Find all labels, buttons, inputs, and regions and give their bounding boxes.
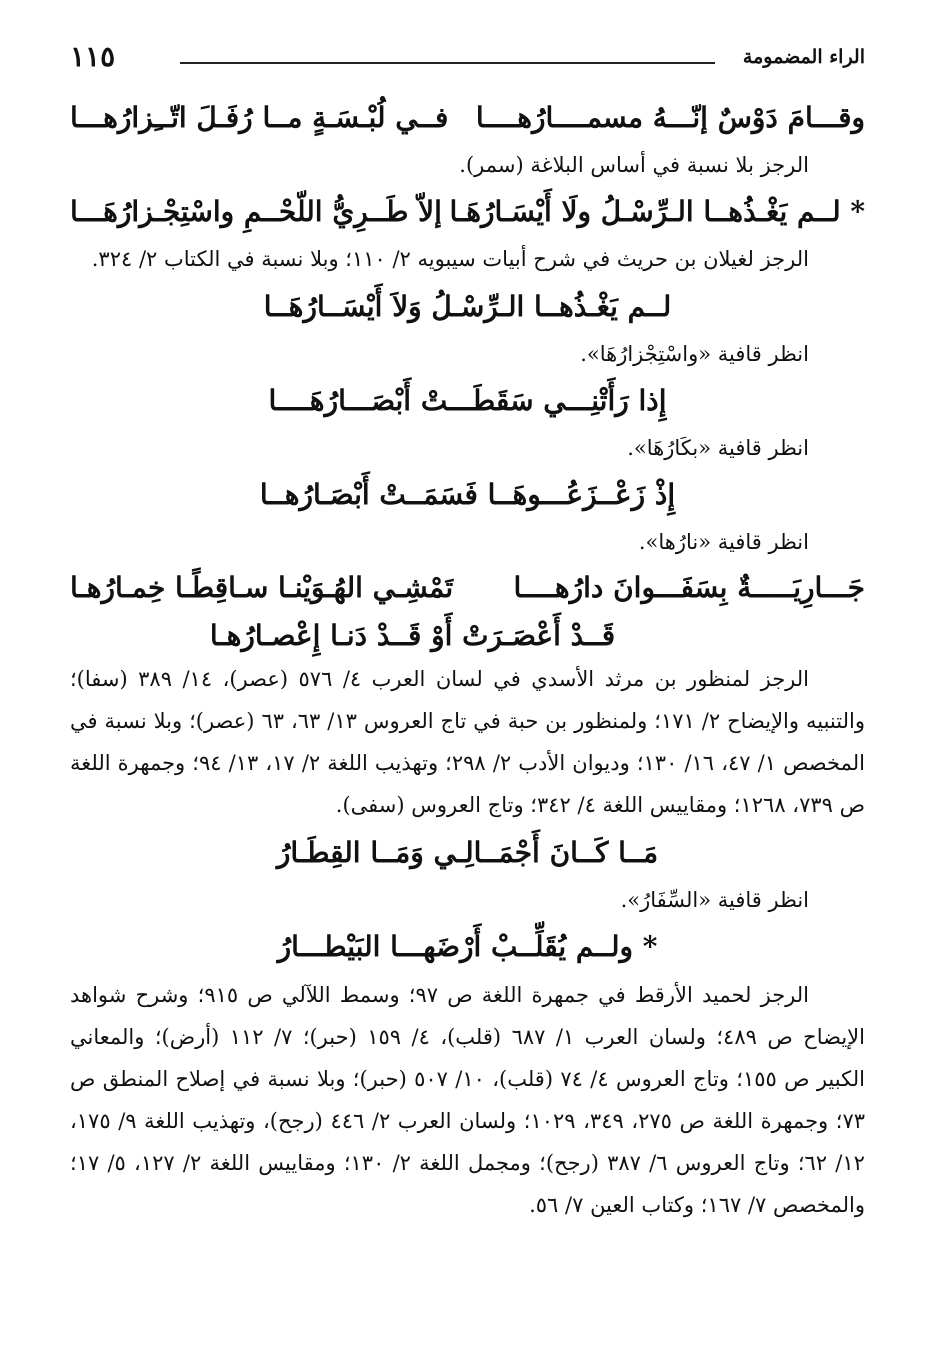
verse-5: إِذْ زَعْــزَعُـــوهَــا فَسَمَــتْ أَبْصَـارُهــا	[259, 478, 676, 511]
page-header	[70, 40, 865, 80]
note-1: الرجز بلا نسبة في أساس البلاغة (سمر).	[459, 153, 809, 177]
verse-4: إِذا رَأَتْنِـــي سَقَطَـــتْ أَبْصَـــارُهَــــا	[268, 384, 667, 417]
note-2: الرجز لغيلان بن حريث في شرح أبيات سيبويه ٢/ ١١٠؛ وبلا نسبة في الكتاب ٢/ ٣٢٤.	[91, 247, 809, 271]
verse-6	[70, 562, 865, 614]
header-rule	[180, 62, 715, 64]
book-page	[70, 30, 865, 1340]
reference-4: انظر قافية «بكَارُهَا».	[627, 436, 809, 460]
verse-7: مَــا كَــانَ أَجْمَــالِـي وَمَــا القِطَـارُ	[276, 836, 659, 869]
note-6: الرجز لمنظور بن مرثد الأسدي في لسان العرب ٤/ ٥٧٦ (عصر)، ١٤/ ٣٨٩ (سفا)؛ والتنبيه والإيضاح ٢/ ١٧١؛ ولمنظور بن حبة في تاج العروس ١٣/ ٦٣، ٦٣ (عصر)؛ وبلا نسبة في المخصص ١/ ٤٧، ١٦/ ١٣٠؛ وديوان الأدب ٢/ ٢٩٨؛ وتهذيب اللغة ٢/ ١٧، ١٣/ ٩٤؛ وجمهرة اللغة ص ٧٣٩، ١٢٦٨؛ ومقاييس اللغة ٤/ ٣٤٢؛ وتاج العروس (سفى).	[70, 667, 865, 817]
page-number: ١١٥	[70, 40, 116, 73]
verse-2	[70, 186, 865, 238]
reference-3: انظر قافية «واسْتِجْزارُهَا».	[580, 342, 809, 366]
page-content	[70, 92, 865, 1226]
verse-1-second-hemistich: فــي لُبْـسَـةٍ مــا رُفَـلَ اتّــِزارُهـــا	[70, 101, 449, 134]
verse-1-first-hemistich: وقـــامَ دَوْسٌ إنّـــهُ مسمــــارُهــــا	[475, 101, 865, 134]
reference-5: انظر قافية «نارُها».	[638, 530, 809, 554]
verse-6-continuation: قَــدْ أَعْصَـرَتْ أَوْ قَــدْ دَنـا إِعْصـارُهـا	[209, 619, 616, 652]
verse-6-second-hemistich: تَمْشِـي الهُـوَيْنـا سـاقِطًـا خِمـارُهـا	[70, 571, 454, 604]
verse-1	[70, 92, 865, 144]
verse-2-second-hemistich: إلاّ طَــرِيُّ اللّحْــمِ واسْتِجْـزارُهَـــا	[70, 195, 442, 228]
note-8: الرجز لحميد الأرقط في جمهرة اللغة ص ٩٧؛ وسمط اللآلي ص ٩١٥؛ وشرح شواهد الإيضاح ص ٤٨٩؛ ولسان العرب ١/ ٦٨٧ (قلب)، ٤/ ١٥٩ (حبر)؛ ٧/ ١١٢ (أرض)؛ والمعاني الكبير ص ١٥٥؛ وتاج العروس ٤/ ٧٤ (قلب)، ١٠/ ٥٠٧ (حبر)؛ وبلا نسبة في إصلاح المنطق ص ٧٣؛ وجمهرة اللغة ص ٢٧٥، ٣٤٩، ١٠٢٩؛ ولسان العرب ٢/ ٤٤٦ (رجح)، وتهذيب اللغة ٩/ ١٧٥، ١٢/ ٦٢؛ وتاج العروس ٦/ ٣٨٧ (رجح)؛ ومجمل اللغة ٢/ ١٣٠؛ ومقاييس اللغة ٢/ ١٢٧، ٥/ ١٧؛ والمخصص ٧/ ١٦٧؛ وكتاب العين ٧/ ٥٦.	[70, 983, 865, 1217]
verse-2-first-hemistich: * لــم يَغْـذُهــا الـرِّسْـلُ ولَا أَيْسَـارُهَـا	[449, 195, 865, 228]
verse-3: لــم يَغْـذُهــا الـرِّسْـلُ وَلاَ أَيْسَــارُهَــا	[263, 290, 672, 323]
verse-6-first-hemistich: جَـــارِيَـــــةٌ بِسَفَـــوانَ دارُهــــا	[513, 571, 865, 604]
running-title: الراء المضمومة	[742, 46, 865, 68]
verse-8: * ولــم يُقَلِّــبْ أَرْضَهـــا البَيْطـــارُ	[277, 930, 658, 963]
reference-7: انظر قافية «السِّفَارُ».	[620, 888, 809, 912]
